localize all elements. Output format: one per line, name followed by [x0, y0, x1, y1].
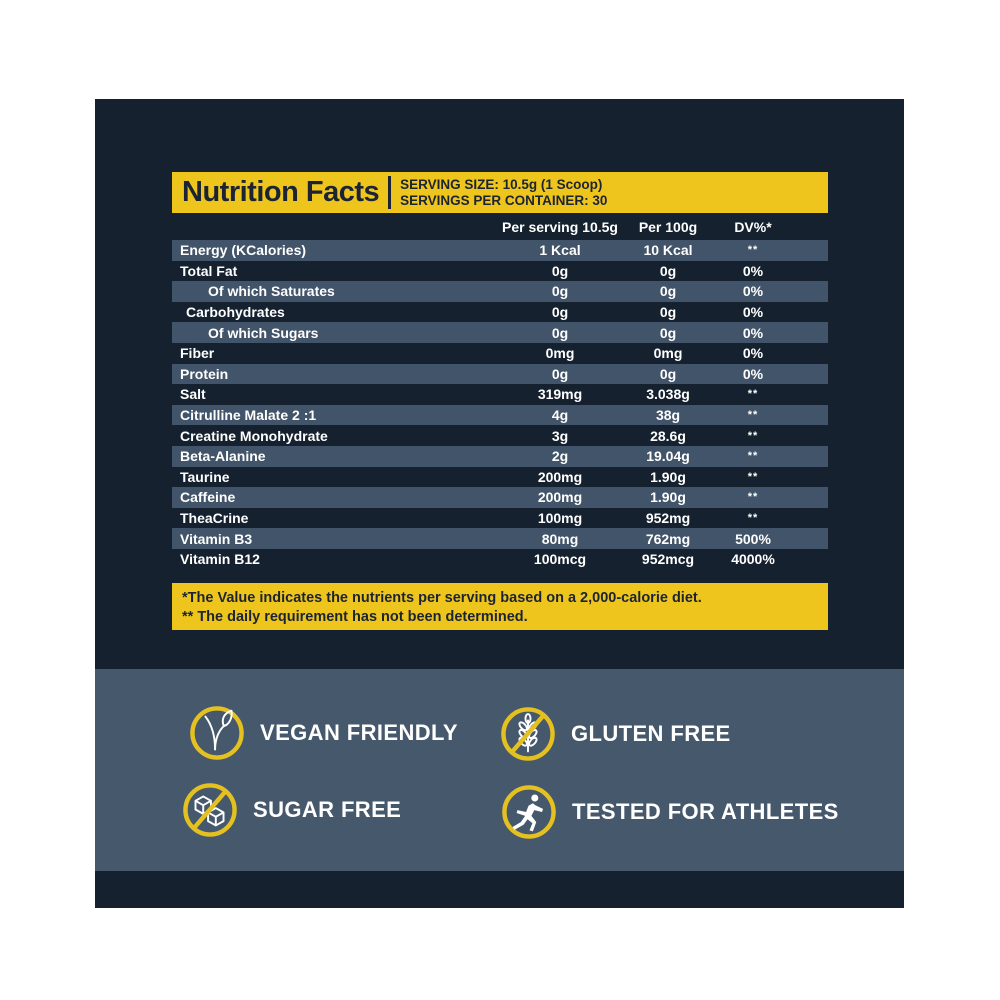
dv-value: ** — [747, 429, 759, 442]
nutrient-label: Beta-Alanine — [180, 448, 266, 465]
nutrient-label: Of which Sugars — [208, 324, 319, 341]
per-100g-value: 0g — [659, 365, 677, 382]
per-serving-value: 100mg — [537, 510, 583, 527]
table-row — [172, 343, 828, 364]
table-column-headers — [172, 215, 828, 239]
table-row — [172, 261, 828, 282]
badge-vegan-friendly — [188, 704, 458, 762]
nutrient-label: TheaCrine — [180, 510, 249, 527]
table-row — [172, 405, 828, 426]
column-header-dv: DV%* — [734, 219, 772, 235]
nutrient-label: Taurine — [180, 468, 230, 485]
table-row — [172, 425, 828, 446]
badge-gluten-free — [499, 705, 731, 763]
serving-info — [400, 177, 607, 209]
per-100g-value: 10 Kcal — [643, 242, 693, 259]
per-serving-value: 1 Kcal — [539, 242, 581, 259]
nutrient-label: Energy (KCalories) — [180, 242, 307, 259]
servings-per-container-text: SERVINGS PER CONTAINER: 30 — [400, 192, 608, 208]
badges-section — [95, 669, 904, 871]
table-row — [172, 322, 828, 343]
per-100g-value: 1.90g — [650, 489, 686, 506]
footnotes-box — [172, 583, 828, 630]
table-row — [172, 281, 828, 302]
badge-tested-for-athletes — [500, 783, 839, 841]
per-100g-value: 38g — [655, 407, 681, 424]
table-row — [172, 528, 828, 549]
badge-label: GLUTEN FREE — [571, 721, 731, 746]
dv-value: ** — [747, 491, 759, 504]
dv-value: ** — [747, 409, 759, 422]
nutrient-label: Of which Saturates — [208, 283, 335, 300]
per-100g-value: 1.90g — [650, 468, 686, 485]
nutrient-label: Citrulline Malate 2 :1 — [180, 407, 317, 424]
table-row — [172, 467, 828, 488]
sprout-icon — [188, 704, 246, 762]
per-100g-value: 19.04g — [646, 448, 690, 465]
nutrient-label: Caffeine — [180, 489, 236, 506]
table-row — [172, 384, 828, 405]
table-row — [172, 549, 828, 570]
dv-value: 4000% — [731, 551, 775, 568]
badge-label: TESTED FOR ATHLETES — [572, 799, 839, 824]
per-100g-value: 0g — [659, 304, 677, 321]
column-header-per-serving: Per serving 10.5g — [502, 219, 618, 235]
dv-value: ** — [747, 450, 759, 463]
dv-value: 0% — [742, 304, 764, 321]
badge-label: VEGAN FRIENDLY — [260, 720, 458, 745]
nutrient-label: Fiber — [180, 345, 215, 362]
per-100g-value: 762mg — [645, 530, 691, 547]
per-serving-value: 319mg — [537, 386, 583, 403]
nutrient-label: Salt — [180, 386, 206, 403]
dv-value: 0% — [742, 283, 764, 300]
table-row — [172, 487, 828, 508]
per-100g-value: 28.6g — [650, 427, 686, 444]
header-divider — [388, 176, 391, 209]
dv-value: ** — [747, 512, 759, 525]
page-title: Nutrition Facts — [182, 176, 380, 208]
per-100g-value: 0g — [659, 283, 677, 300]
per-100g-value: 952mg — [645, 510, 691, 527]
per-serving-value: 0mg — [545, 345, 575, 362]
dv-value: 0% — [742, 365, 764, 382]
nutrient-label: Creatine Monohydrate — [180, 427, 328, 444]
per-serving-value: 3g — [551, 427, 569, 444]
footnote-dv: *The Value indicates the nutrients per serving based on a 2,000-calorie diet. — [182, 590, 702, 606]
column-header-per-100g: Per 100g — [638, 219, 698, 235]
dv-value: 0% — [742, 324, 764, 341]
nutrient-label: Carbohydrates — [186, 304, 285, 321]
dv-value: 500% — [735, 530, 771, 547]
per-serving-value: 200mg — [537, 468, 583, 485]
nutrition-label-panel — [95, 99, 904, 908]
badge-sugar-free — [181, 781, 401, 839]
badge-label: SUGAR FREE — [253, 797, 402, 822]
per-100g-value: 952mcg — [641, 551, 695, 568]
nutrient-label: Vitamin B3 — [180, 530, 253, 547]
no-gluten-wheat-icon — [499, 705, 557, 763]
per-serving-value: 0g — [551, 324, 569, 341]
per-serving-value: 0g — [551, 304, 569, 321]
per-serving-value: 0g — [551, 262, 569, 279]
table-row — [172, 364, 828, 385]
table-row — [172, 240, 828, 261]
dv-value: ** — [747, 388, 759, 401]
nutrient-label: Total Fat — [180, 262, 238, 279]
no-sugar-cubes-icon — [181, 781, 239, 839]
runner-icon — [500, 783, 558, 841]
per-serving-value: 0g — [551, 283, 569, 300]
per-serving-value: 100mcg — [533, 551, 587, 568]
nutrient-label: Protein — [180, 365, 229, 382]
per-serving-value: 2g — [551, 448, 569, 465]
nutrition-facts-header — [172, 172, 828, 213]
per-100g-value: 0g — [659, 324, 677, 341]
per-100g-value: 3.038g — [646, 386, 690, 403]
nutrition-table — [172, 240, 828, 570]
per-100g-value: 0g — [659, 262, 677, 279]
footnote-daily-requirement: ** The daily requirement has not been determined. — [182, 609, 528, 625]
table-row — [172, 302, 828, 323]
per-100g-value: 0mg — [653, 345, 683, 362]
dv-value: 0% — [742, 345, 764, 362]
dv-value: ** — [747, 470, 759, 483]
dv-value: ** — [747, 244, 759, 257]
serving-size-text: SERVING SIZE: 10.5g (1 Scoop) — [400, 176, 603, 192]
per-serving-value: 200mg — [537, 489, 583, 506]
table-row — [172, 446, 828, 467]
per-serving-value: 4g — [551, 407, 569, 424]
table-row — [172, 508, 828, 529]
nutrient-label: Vitamin B12 — [180, 551, 260, 568]
dv-value: 0% — [742, 262, 764, 279]
per-serving-value: 80mg — [541, 530, 579, 547]
per-serving-value: 0g — [551, 365, 569, 382]
